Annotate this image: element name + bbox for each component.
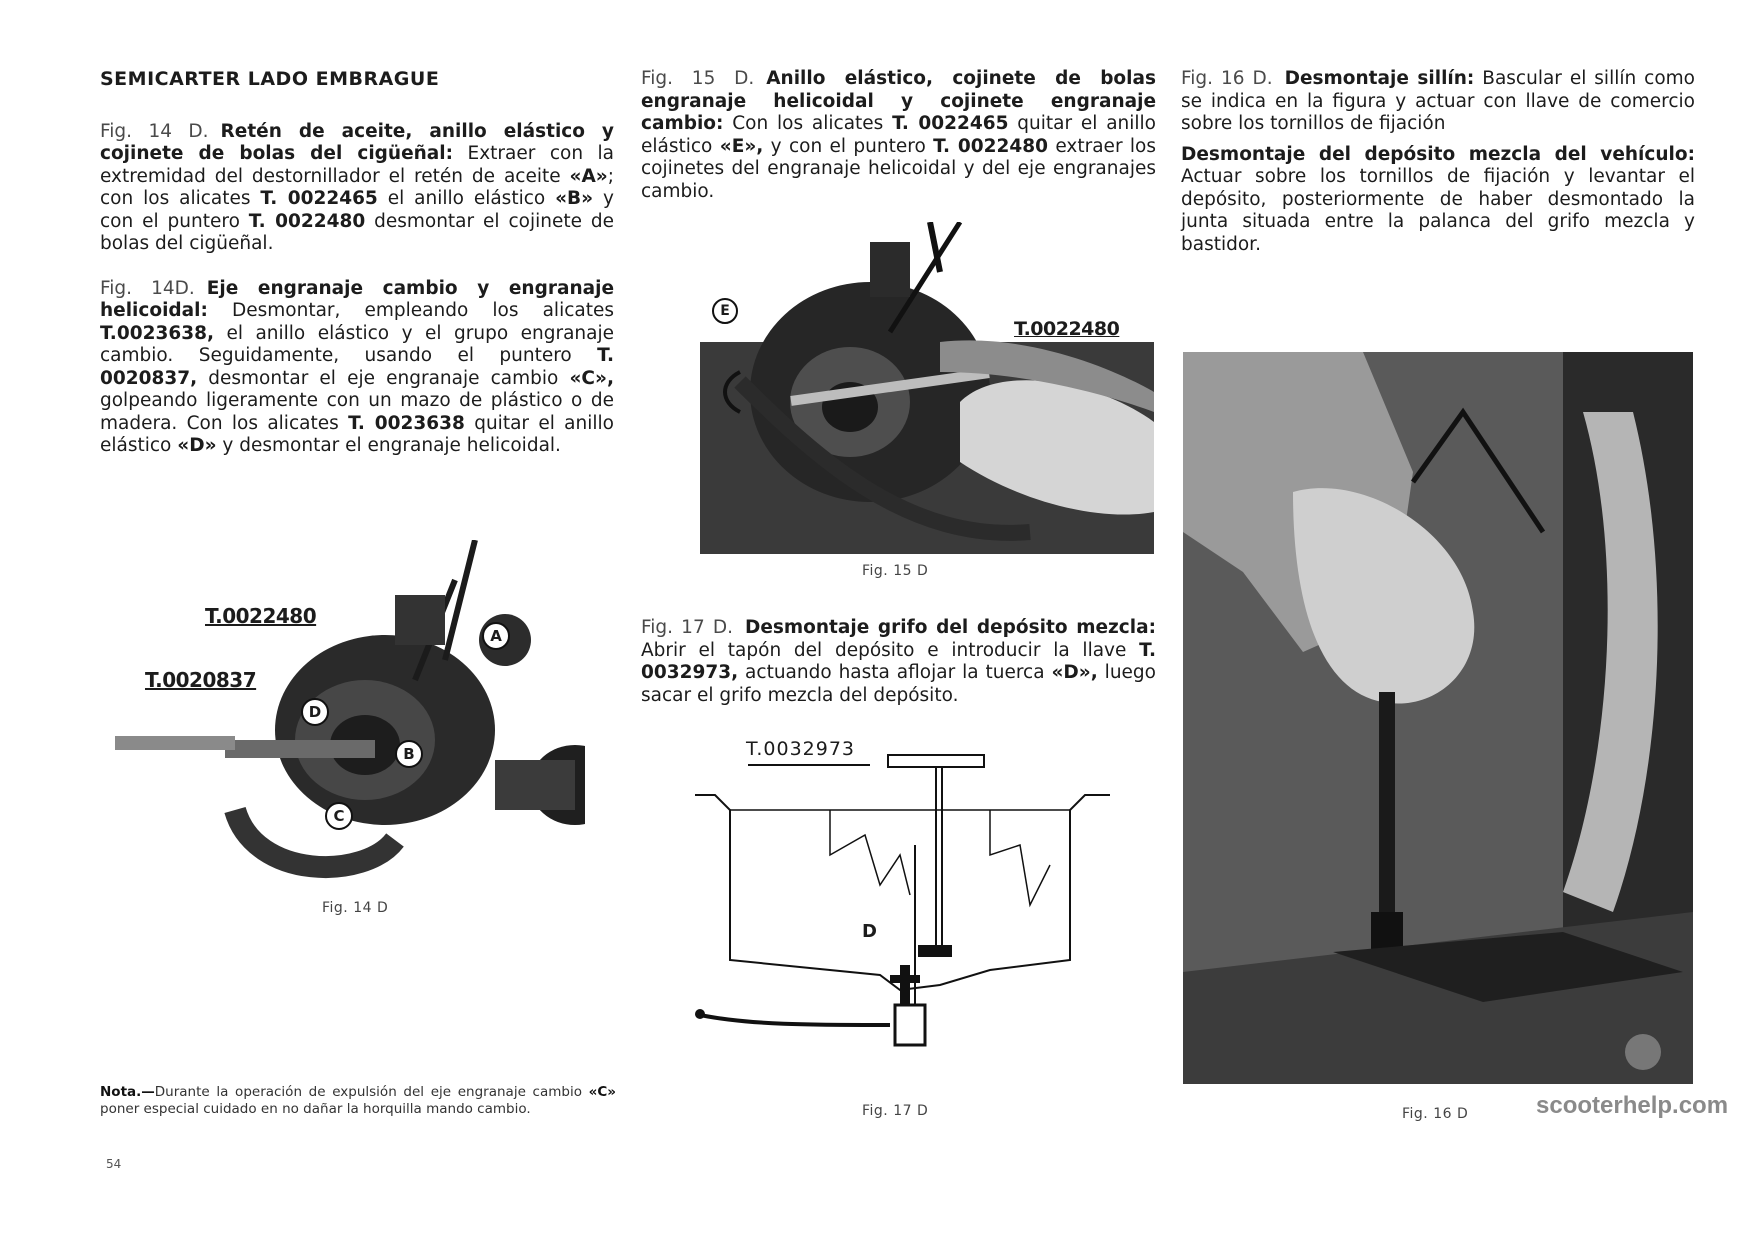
paragraph-title: Desmontaje sillín: bbox=[1284, 68, 1475, 89]
tool-ref: T.0023638, bbox=[100, 322, 214, 344]
part-ref-b: «B» bbox=[555, 188, 594, 209]
part-ref-c: «C» bbox=[588, 1083, 616, 1100]
figure-14d-photo bbox=[115, 540, 585, 880]
tool-ref: T. 0022465 bbox=[892, 113, 1009, 134]
figure-15d-photo bbox=[700, 222, 1154, 554]
part-ref-d: «D», bbox=[1051, 662, 1098, 683]
column-middle bbox=[641, 68, 1156, 203]
tool-ref: T. 0022480 bbox=[248, 210, 366, 232]
paragraph-text: Extraer con la extremidad del destornillador el retén de aceite bbox=[100, 143, 615, 187]
note-label: Nota.— bbox=[100, 1083, 155, 1100]
paragraph-text: actuando hasta aflojar la tuerca bbox=[738, 662, 1052, 683]
tool-label-t0020837: T.0020837 bbox=[145, 668, 257, 692]
figure-reference: Fig. 14D. bbox=[100, 277, 195, 299]
paragraph-text: luego sacar el grifo mezcla del depósito. bbox=[641, 662, 1156, 706]
watermark-text: scooterhelp.com bbox=[1536, 1092, 1729, 1119]
tool-ref: T. 0020837, bbox=[100, 345, 614, 389]
tool-label-t0022480: T.0022480 bbox=[1014, 318, 1120, 340]
paragraph-text: quitar el anillo elástico bbox=[100, 412, 614, 456]
paragraph-text: desmontar el eje engranaje cambio bbox=[197, 367, 570, 389]
paragraph-text: desmontar el cojinete de bolas del cigüeñal. bbox=[100, 210, 614, 254]
column-right bbox=[1181, 68, 1695, 256]
paragraph-title: Retén de aceite, anillo elástico y cojinete de bolas del cigüeñal: bbox=[100, 120, 614, 164]
paragraph-fig16-tank bbox=[1181, 144, 1695, 257]
tool-label-t0032973: T.0032973 bbox=[746, 738, 856, 760]
part-ref-c: «C», bbox=[569, 367, 614, 389]
paragraph-fig14-gear-shaft bbox=[100, 278, 614, 458]
paragraph-text: Desmontar, empleando los alicates bbox=[207, 300, 614, 321]
page-number: 54 bbox=[106, 1157, 122, 1171]
tool-label-t0022480: T.0022480 bbox=[205, 604, 317, 628]
callout-b-label: B bbox=[395, 740, 423, 768]
part-ref-a: «A» bbox=[569, 165, 608, 187]
paragraph-text: y desmontar el engranaje helicoidal. bbox=[216, 435, 561, 456]
paragraph-text: Con los alicates bbox=[723, 113, 893, 134]
tool-ref: T. 0023638 bbox=[348, 412, 465, 434]
tool-ref: T. 0022480 bbox=[933, 135, 1048, 157]
figure-14d-caption: Fig. 14 D bbox=[322, 900, 389, 916]
paragraph-fig14-oil-seal bbox=[100, 121, 614, 256]
figure-15d-caption: Fig. 15 D bbox=[862, 563, 929, 579]
note bbox=[100, 1084, 616, 1118]
callout-c-label: C bbox=[325, 802, 353, 830]
paragraph-text: ; con los alicates bbox=[100, 165, 614, 209]
paragraph-text: el anillo elástico bbox=[377, 188, 556, 209]
paragraph-fig17-tap bbox=[641, 617, 1156, 707]
callout-e-label: E bbox=[712, 298, 738, 324]
section-title: SEMICARTER LADO EMBRAGUE bbox=[100, 68, 440, 90]
nut-d-label: D bbox=[862, 921, 877, 942]
figure-reference: Fig. 15 D. bbox=[641, 68, 755, 89]
paragraph-text: quitar el anillo elástico bbox=[641, 113, 1156, 157]
paragraph-title: Eje engranaje cambio y engranaje helicoidal: bbox=[100, 277, 614, 321]
figure-16d-caption: Fig. 16 D bbox=[1402, 1106, 1469, 1122]
paragraph-title: Desmontaje del depósito mezcla del vehículo: bbox=[1181, 143, 1695, 165]
paragraph-text: Actuar sobre los tornillos de fijación y levantar el depósito, posteriormente de haber desmontado la junta situada entre la palanca del grifo mezcla y bastidor. bbox=[1181, 166, 1695, 255]
paragraph-title: Desmontaje grifo del depósito mezcla: bbox=[744, 617, 1156, 638]
paragraph-text: y con el puntero bbox=[763, 135, 934, 157]
figure-reference: Fig. 14 D. bbox=[100, 120, 209, 142]
part-ref-d: «D» bbox=[177, 435, 217, 456]
paragraph-text: Bascular el sillín como se indica en la figura y actuar con llave de comercio sobre los tornillos de fijación bbox=[1181, 68, 1695, 134]
callout-d-label: D bbox=[301, 698, 329, 726]
paragraph-title: Anillo elástico, cojinete de bolas engranaje helicoidal y cojinete engranaje cambio: bbox=[641, 68, 1156, 134]
column-left bbox=[100, 68, 614, 458]
figure-17d-caption: Fig. 17 D bbox=[862, 1103, 929, 1119]
note-text: Durante la operación de expulsión del eje engranaje cambio bbox=[154, 1083, 589, 1100]
note-text: poner especial cuidado en no dañar la horquilla mando cambio. bbox=[100, 1100, 531, 1117]
paragraph-text: el anillo elástico y el grupo engranaje cambio. Seguidamente, usando el puntero bbox=[100, 322, 614, 366]
column-middle-lower bbox=[641, 617, 1156, 707]
paragraph-text: extraer los cojinetes del engranaje helicoidal y del eje engranajes cambio. bbox=[641, 135, 1156, 202]
callout-a-label: A bbox=[482, 622, 510, 650]
figure-16d-photo bbox=[1183, 352, 1693, 1084]
paragraph-fig15-bearings bbox=[641, 68, 1156, 203]
paragraph-fig16-seat bbox=[1181, 68, 1695, 136]
paragraph-text: Abrir el tapón del depósito e introducir la llave bbox=[641, 639, 1140, 661]
paragraph-text: golpeando ligeramente con un mazo de plástico o de madera. Con los alicates bbox=[100, 390, 614, 434]
tool-ref: T. 0032973, bbox=[641, 639, 1156, 683]
paragraph-text: y con el puntero bbox=[100, 188, 614, 232]
figure-reference: Fig. 17 D. bbox=[641, 617, 733, 638]
tool-ref: T. 0022465 bbox=[260, 188, 378, 209]
part-ref-e: «E», bbox=[719, 135, 764, 157]
figure-reference: Fig. 16 D. bbox=[1181, 68, 1273, 89]
figure-17d-drawing bbox=[690, 735, 1120, 1065]
